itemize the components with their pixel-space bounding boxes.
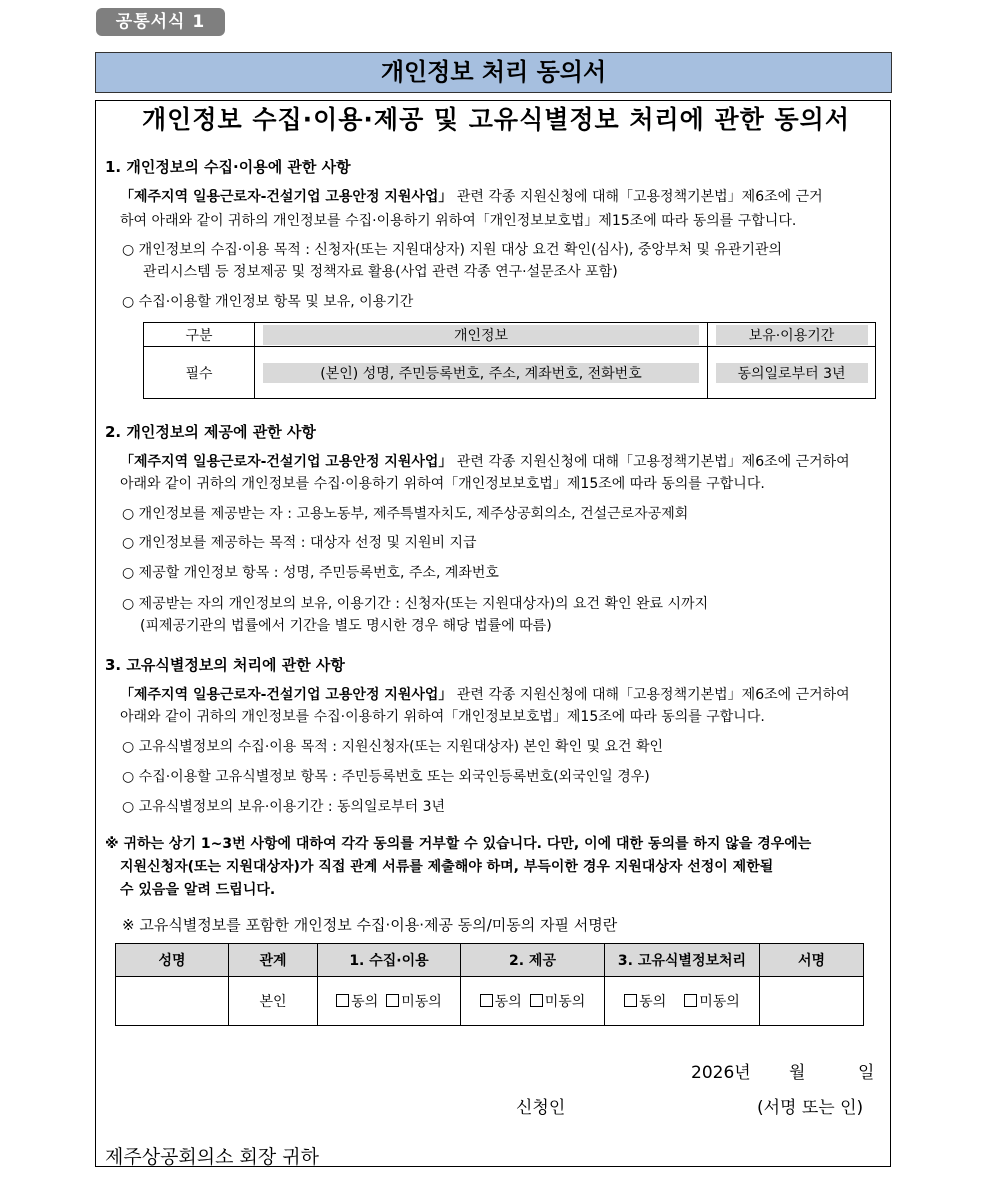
provide-disagree-checkbox[interactable]: [530, 994, 543, 1007]
section2-intro-line1: [120, 450, 850, 474]
collect-agree-label: 동의: [351, 993, 379, 1010]
sig-cell-relation: 본인: [229, 977, 318, 1026]
section3-intro-line2: 아래와 같이 귀하의 개인정보를 수집·이용하기 위하여「개인정보보호법」제15조에 따라 동의를 구합니다.: [120, 709, 765, 725]
signature-table: [115, 943, 864, 1026]
section1-intro-line2: 하여 아래와 같이 귀하의 개인정보를 수집·이용하기 위하여「개인정보보호법」제15조에 따라 동의를 구합니다.: [120, 213, 797, 229]
date-day: 일: [858, 1063, 875, 1083]
section3-project-name: 「제주지역 일용근로자-건설기업 고용안정 지원사업」: [120, 687, 453, 703]
table-header-category: 구분: [144, 323, 255, 347]
unique-disagree-label: 미동의: [699, 993, 740, 1010]
sig-cell-unique: [605, 977, 760, 1026]
section1-intro-line1: [120, 185, 823, 209]
section3-heading: 3. 고유식별정보의 처리에 관한 사항: [105, 656, 345, 674]
unique-disagree-checkbox[interactable]: [684, 994, 697, 1007]
table-header-info: 개인정보: [255, 323, 708, 347]
section2-item-fields: ○ 제공할 개인정보 항목 : 성명, 주민등록번호, 주소, 계좌번호: [122, 565, 499, 581]
table-cell-info: (본인) 성명, 주민등록번호, 주소, 계좌번호, 전화번호: [255, 347, 708, 399]
notice-line3: 수 있음을 알려 드립니다.: [120, 882, 276, 898]
table-cell-required: 필수: [144, 347, 255, 399]
table-header-period: 보유·이용기간: [708, 323, 876, 347]
sig-header-unique: 3. 고유식별정보처리: [605, 944, 760, 977]
unique-agree-checkbox[interactable]: [624, 994, 637, 1007]
collect-disagree-label: 미동의: [401, 993, 442, 1010]
section3-item-period: ○ 고유식별정보의 보유·이용기간 : 동의일로부터 3년: [122, 799, 446, 815]
section1-purpose-line2: 관리시스템 등 정보제공 및 정책자료 활용(사업 관련 각종 연구·설문조사 포함): [143, 264, 618, 280]
section1-items-line: ○ 수집·이용할 개인정보 항목 및 보유, 이용기간: [122, 294, 414, 310]
form-number-badge: 공통서식 1: [96, 8, 225, 36]
section1-intro-rest: 관련 각종 지원신청에 대해「고용정책기본법」제6조에 근거: [452, 189, 823, 205]
sig-header-name: 성명: [116, 944, 229, 977]
section3-item-fields: ○ 수집·이용할 고유식별정보 항목 : 주민등록번호 또는 외국인등록번호(외국인일 경우): [122, 769, 650, 785]
sig-header-collect: 1. 수집·이용: [318, 944, 461, 977]
section2-item-period: ○ 제공받는 자의 개인정보의 보유, 이용기간 : 신청자(또는 지원대상자)의 요건 확인 완료 시까지: [122, 596, 709, 612]
section2-intro-rest: 관련 각종 지원신청에 대해「고용정책기본법」제6조에 근거하여: [452, 454, 850, 470]
collect-disagree-checkbox[interactable]: [386, 994, 399, 1007]
section1-heading: 1. 개인정보의 수집·이용에 관한 사항: [105, 158, 351, 176]
sign-caption: ※ 고유식별정보를 포함한 개인정보 수집·이용·제공 동의/미동의 자필 서명란: [122, 916, 618, 934]
section2-item-recipient: ○ 개인정보를 제공받는 자 : 고용노동부, 제주특별자치도, 제주상공회의소, 건설근로자공제회: [122, 506, 689, 522]
section2-item-purpose: ○ 개인정보를 제공하는 목적 : 대상자 선정 및 지원비 지급: [122, 535, 477, 551]
section1-info-table: [143, 322, 876, 399]
section3-item-purpose: ○ 고유식별정보의 수집·이용 목적 : 지원신청자(또는 지원대상자) 본인 확인 및 요건 확인: [122, 739, 664, 755]
section1-purpose-line1: ○ 개인정보의 수집·이용 목적 : 신청자(또는 지원대상자) 지원 대상 요건 확인(심사), 중앙부처 및 유관기관의: [122, 242, 783, 258]
sig-header-provide: 2. 제공: [461, 944, 605, 977]
sig-cell-name[interactable]: [116, 977, 229, 1026]
sign-hint: (서명 또는 인): [757, 1098, 864, 1118]
section2-project-name: 「제주지역 일용근로자-건설기업 고용안정 지원사업」: [120, 454, 453, 470]
sig-cell-signature[interactable]: [760, 977, 864, 1026]
notice-line1: ※ 귀하는 상기 1~3번 사항에 대하여 각각 동의를 거부할 수 있습니다. 다만, 이에 대한 동의를 하지 않을 경우에는: [105, 836, 812, 852]
sig-cell-collect: [318, 977, 461, 1026]
recipient-line: 제주상공회의소 회장 귀하: [105, 1146, 319, 1168]
table-cell-period: 동의일로부터 3년: [708, 347, 876, 399]
section3-intro-rest: 관련 각종 지원신청에 대해「고용정책기본법」제6조에 근거하여: [452, 687, 850, 703]
applicant-label: 신청인: [516, 1098, 566, 1118]
date-year: 2026년: [691, 1063, 751, 1083]
provide-disagree-label: 미동의: [544, 993, 586, 1010]
collect-agree-checkbox[interactable]: [336, 994, 349, 1007]
section2-intro-line2: 아래와 같이 귀하의 개인정보를 수집·이용하기 위하여「개인정보보호법」제15조에 따라 동의를 구합니다.: [120, 476, 765, 492]
sig-header-relation: 관계: [229, 944, 318, 977]
document-subtitle: 개인정보 수집·이용·제공 및 고유식별정보 처리에 관한 동의서: [142, 105, 850, 134]
notice-line2: 지원신청자(또는 지원대상자)가 직접 관계 서류를 제출해야 하며, 부득이한 경우 지원대상자 선정이 제한될: [120, 859, 774, 875]
sig-cell-provide: [461, 977, 605, 1026]
section2-note: (피제공기관의 법률에서 기간을 별도 명시한 경우 해당 법률에 따름): [140, 618, 552, 634]
section1-project-name: 「제주지역 일용근로자-건설기업 고용안정 지원사업」: [120, 189, 453, 205]
sig-header-signature: 서명: [760, 944, 864, 977]
section2-heading: 2. 개인정보의 제공에 관한 사항: [105, 423, 316, 441]
date-month: 월: [789, 1063, 806, 1083]
provide-agree-checkbox[interactable]: [480, 994, 493, 1007]
page-title: 개인정보 처리 동의서: [95, 52, 892, 93]
provide-agree-label: 동의: [494, 993, 522, 1010]
unique-agree-label: 동의: [639, 993, 667, 1010]
section3-intro-line1: [120, 683, 850, 707]
